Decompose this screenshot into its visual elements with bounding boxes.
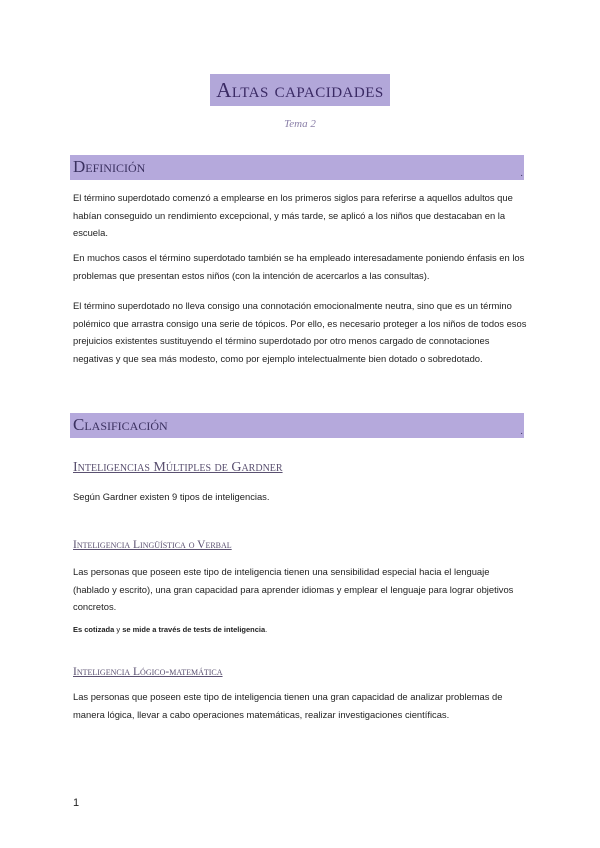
page-number: 1	[73, 797, 80, 809]
document-subtitle: Tema 2	[284, 118, 316, 130]
subheading-logico: Inteligencia Lógico-matemática	[73, 666, 223, 678]
paragraph-linguistica: Las personas que poseen este tipo de inteligencia tienen una sensibilidad especial hacia el lenguaje (hablado y escrito), una gran capacidad para aprender idiomas y emplear el lenguaje para lograr objetivos concretos.	[73, 566, 514, 612]
section-bar-clasificacion	[70, 413, 524, 438]
title-wrap	[0, 74, 600, 106]
paragraph-gardner-intro: Según Gardner existen 9 tipos de inteligencias.	[73, 491, 270, 502]
note-end: .	[265, 625, 268, 634]
paragraph-definicion-3: El término superdotado no lleva consigo una connotación emocionalmente neutra, sino que es un término polémico que arrastra consigo una serie de tópicos. Por ello, es necesario proteger a los niños de todos esos prejuicios existentes sustituyendo el término superdotado por otro menos cargado de connotaciones negativas y que sea más modesto, como por ejemplo intelectualmente bien dotado o sobredotado.	[73, 300, 527, 364]
note-linguistica	[73, 625, 267, 634]
section-bar-definicion	[70, 155, 524, 180]
document-title: Altas capacidades	[210, 74, 389, 106]
paragraph-logico: Las personas que poseen este tipo de inteligencia tienen una gran capacidad de analizar problemas de manera lógica, llevar a cabo operaciones matemáticas, realizar investigaciones científicas.	[73, 691, 503, 720]
paragraph-definicion-1: El término superdotado comenzó a emplearse en los primeros siglos para referirse a aquellos adultos que habían conseguido un rendimiento excepcional, y más tarde, se aplicó a los niños que destacaban en la escuela.	[73, 192, 513, 238]
section-bar-mark: .	[520, 168, 523, 179]
note-bold-1: Es cotizada	[73, 625, 115, 634]
note-mid: y	[114, 625, 123, 634]
section-heading-definicion: Definición	[73, 157, 146, 176]
subheading-gardner: Inteligencias Múltiples de Gardner	[73, 460, 283, 475]
section-heading-clasificacion: Clasificación	[73, 415, 168, 434]
paragraph-definicion-2: En muchos casos el término superdotado también se ha empleado interesadamente poniendo énfasis en los problemas que presentan estos niños (con la intención de acercarlos a las consultas).	[73, 252, 525, 281]
subheading-linguistica: Inteligencia Lingüística o Verbal	[73, 539, 232, 551]
section-bar-mark: .	[520, 426, 523, 437]
note-bold-2: se mide a través de tests de inteligencia	[122, 625, 266, 634]
